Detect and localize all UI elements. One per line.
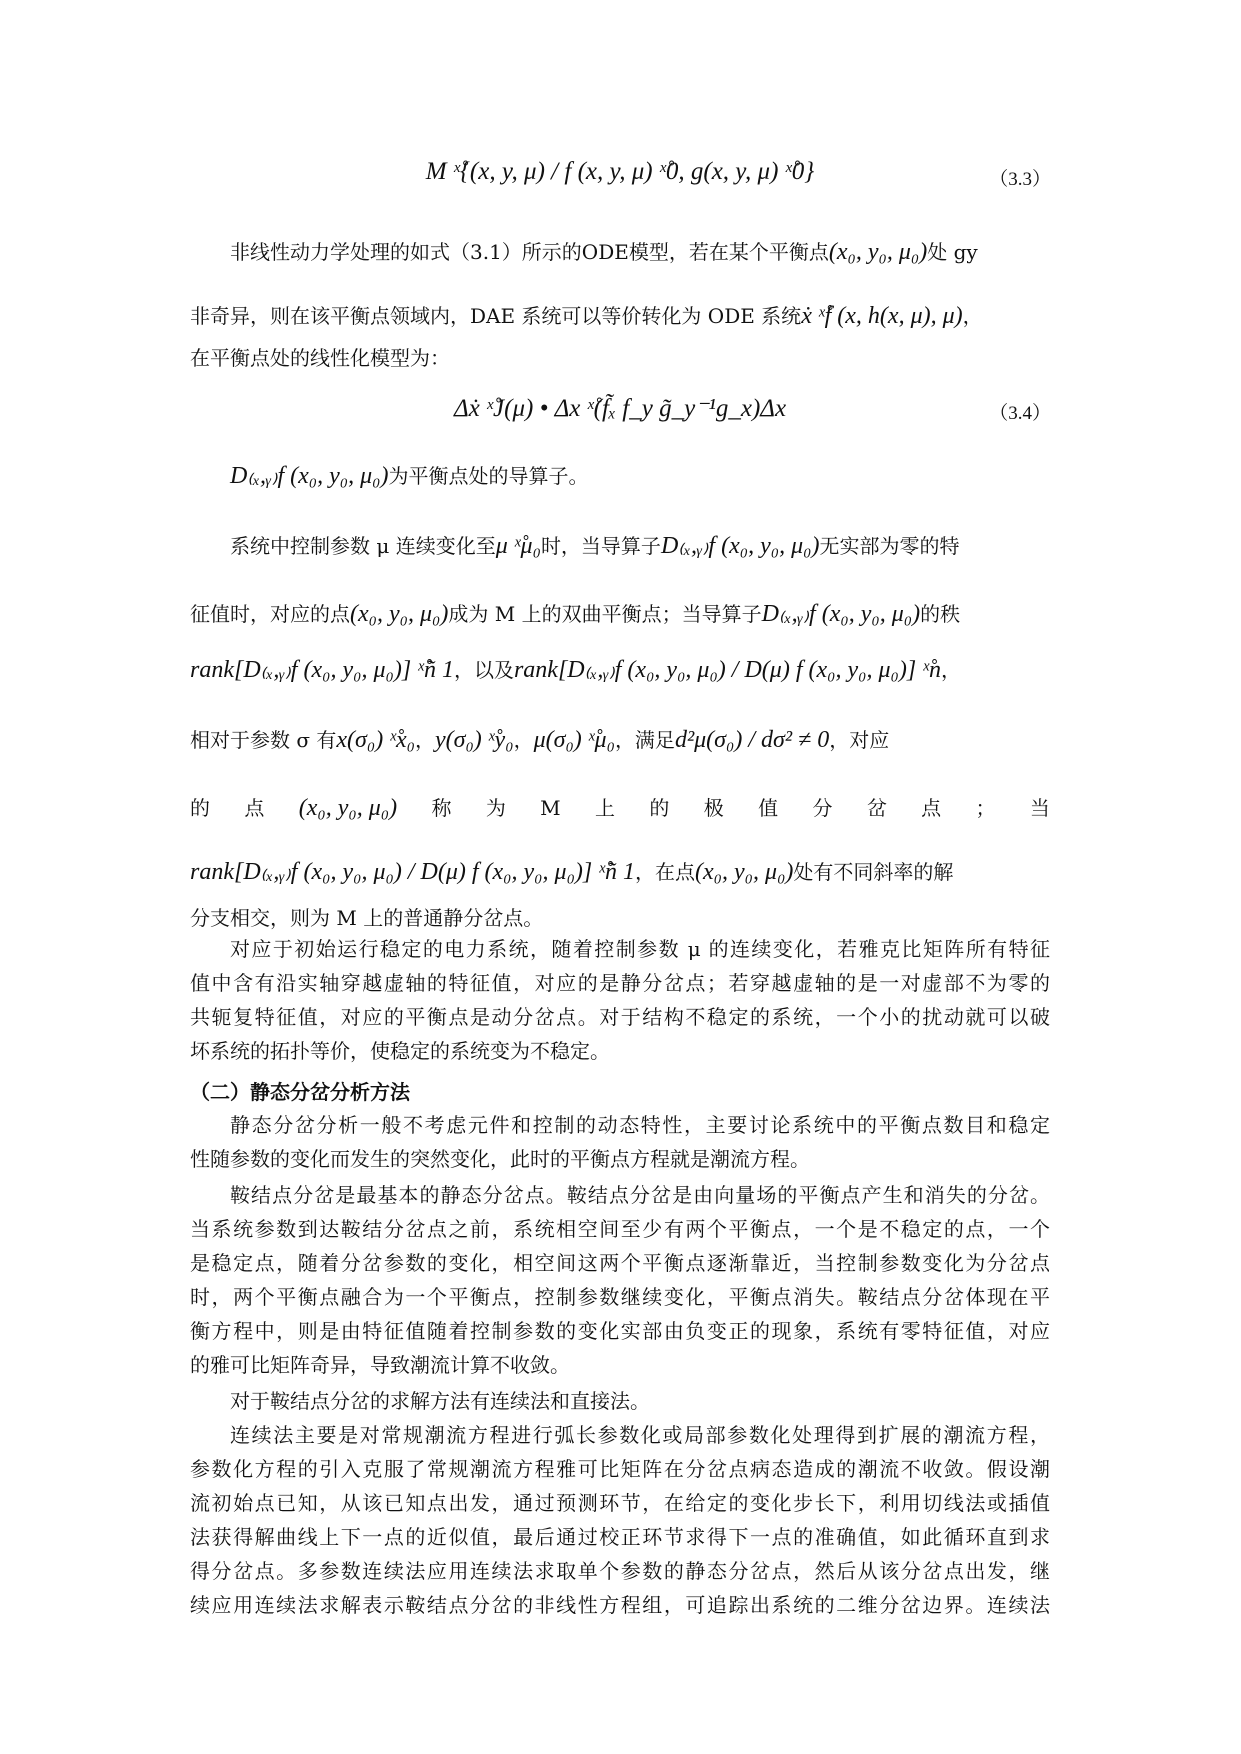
math-inline: y(σ₀) ˣ̊y₀ [434,727,514,753]
spread-word: 岔 [866,796,887,820]
paragraph-line: 时，两个平衡点融合为一个平衡点，控制参数继续变化，平衡点消失。鞍结点分岔体现在平 [190,1285,1050,1309]
text-run: ， [940,658,961,682]
paragraph-line: 是稳定点，随着分岔参数的变化，相空间这两个平衡点逐渐靠近，当控制参数变化为分岔点 [190,1251,1050,1275]
text-run: 征值时，对应的点 [190,602,350,626]
spread-word: 极 [703,796,724,820]
math-inline: (x₀, y₀, μ₀) [350,601,449,627]
math-inline: (x₀, y₀, μ₀) [695,859,794,885]
text-run: ， [962,304,983,328]
paragraph-line: 流初始点已知，从该已知点出发，通过预测环节，在给定的变化步长下，利用切线法或插值 [190,1491,1050,1515]
text-run: ，以及 [453,658,514,682]
text-run: 系统中控制参数 μ 连续变化至 [230,534,496,558]
spread-word: 当 [1029,796,1050,820]
text-run: 成为 M 上的双曲平衡点；当导算子 [448,602,762,626]
text-run: ，在点 [635,860,696,884]
equation-3-3: M ˣ̊{(x, y, μ) / f (x, y, μ) ˣ̊0, g(x, y, μ) ˣ̊0} [425,158,815,185]
spread-word: 值 [758,796,779,820]
spread-word: 称 [431,796,452,820]
text-run: 相对于参数 σ 有 [190,728,337,752]
paragraph-line: 衡方程中，则是由特征值随着控制参数的变化实部由负变正的现象，系统有零特征值，对应 [190,1319,1050,1343]
text-run: ，满足 [614,728,675,752]
spread-word: 分 [812,796,833,820]
text-run: 非奇异，则在该平衡点领域内，DAE 系统可以等价转化为 ODE 系统 [190,304,802,328]
paragraph-line [190,656,1050,685]
paragraph-line-spread [190,792,1050,822]
math-inline: (x₀, y₀, μ₀) [298,795,398,821]
paragraph-line: 鞍结点分岔是最基本的静态分岔点。鞍结点分岔是由向量场的平衡点产生和消失的分岔。 [230,1183,1050,1207]
text-run: 分支相交，则为 M 上的普通静分岔点。 [190,906,544,930]
paragraph-line [190,906,1050,930]
text-run: 非线性动力学处理的如式（3.1）所示的ODE模型，若在某个平衡点 [230,240,829,264]
spread-word: 点 [244,796,265,820]
text-run: ， [414,728,435,752]
spread-word: 上 [595,796,616,820]
equation-number-3-4: （3.4） [989,403,1051,424]
text-run: 时，当导算子 [540,534,661,558]
math-inline: rank[D₍ₓ,ᵧ₎f (x₀, y₀, μ₀)] ˣ̊ñ 1 [190,657,454,683]
paragraph-line [190,302,1050,331]
math-inline: μ ˣ̊μ₀ [495,533,541,559]
paragraph-line [230,532,1050,561]
math-inline: ẋ ˣ̊f (x, h(x, μ), μ) [801,303,963,329]
paragraph-line: 坏系统的拓扑等价，使稳定的系统变为不稳定。 [190,1039,610,1063]
spread-word: M [540,796,561,820]
paragraph-line: 连续法主要是对常规潮流方程进行弧长参数化或局部参数化处理得到扩展的潮流方程， [230,1423,1050,1447]
math-inline: d²μ(σ₀) / dσ² ≠ 0 [674,727,830,753]
paragraph-line: 的雅可比矩阵奇异，导致潮流计算不收敛。 [190,1353,570,1377]
paragraph-line [190,726,1050,755]
equation-number-3-3: （3.3） [989,169,1051,190]
spread-word: ； [975,796,996,820]
math-inline: μ(σ₀) ˣ̊μ₀ [533,727,615,753]
text-run: 为平衡点处的导算子。 [388,464,589,488]
text-run: ，对应 [829,728,890,752]
paragraph-line: 值中含有沿实轴穿越虚轴的特征值，对应的是静分岔点；若穿越虚轴的是一对虚部不为零的 [190,971,1050,995]
paragraph-line: 当系统参数到达鞍结分岔点之前，系统相空间至少有两个平衡点，一个是不稳定的点，一个 [190,1217,1050,1241]
equation-3-4: Δẋ ˣ̊J(μ) • Δx ˣ̊(f̃ₓ f_y g̃_y⁻¹g_x)Δx [453,395,787,422]
math-inline: rank[D₍ₓ,ᵧ₎f (x₀, y₀, μ₀) / D(μ) f (x₀, y₀, μ₀)] ˣ̊n [513,657,941,683]
spread-word: 的 [649,796,670,820]
math-inline: rank[D₍ₓ,ᵧ₎f (x₀, y₀, μ₀) / D(μ) f (x₀, y₀, μ₀)] ˣ̊ñ 1 [190,859,636,885]
text-run: 在平衡点处的线性化模型为： [190,346,450,370]
spread-word: 为 [485,796,506,820]
math-inline: D₍ₓ,ᵧ₎f (x₀, y₀, μ₀) [230,463,389,489]
spread-word: 的 [190,796,210,820]
paragraph-line [190,346,1050,370]
math-inline: (x₀, y₀, μ₀) [828,239,928,265]
paragraph-line [190,858,1050,887]
text-run: 处 gy [927,240,978,264]
math-inline: D₍ₓ,ᵧ₎f (x₀, y₀, μ₀) [660,533,820,559]
paragraph-line: 共轭复特征值，对应的平衡点是动分岔点。对于结构不稳定的系统，一个小的扰动就可以破 [190,1005,1050,1029]
paragraph-line [230,238,1050,267]
paragraph-line: 参数化方程的引入克服了常规潮流方程雅可比矩阵在分岔点病态造成的潮流不收敛。假设潮 [190,1457,1050,1481]
paragraph-line: 静态分岔分析一般不考虑元件和控制的动态特性，主要讨论系统中的平衡点数目和稳定 [230,1113,1050,1137]
text-run: ， [513,728,534,752]
section-heading: （二）静态分岔分析方法 [190,1080,410,1104]
math-inline: D₍ₓ,ᵧ₎f (x₀, y₀, μ₀) [761,601,921,627]
paragraph-line: 得分岔点。多参数连续法应用连续法求取单个参数的静态分岔点，然后从该分岔点出发，继 [190,1559,1050,1583]
paragraph-line: 法获得解曲线上下一点的近似值，最后通过校正环节求得下一点的准确值，如此循环直到求 [190,1525,1050,1549]
text-run: 的秩 [920,602,961,626]
text-run: 处有不同斜率的解 [793,860,954,884]
paragraph-line: 续应用连续法求解表示鞍结点分岔的非线性方程组，可追踪出系统的二维分岔边界。连续法 [190,1593,1050,1617]
paragraph-line [230,462,1050,491]
math-inline: x(σ₀) ˣ̊x₀ [336,727,415,753]
paragraph-line: 对应于初始运行稳定的电力系统，随着控制参数 μ 的连续变化，若雅克比矩阵所有特征 [230,937,1050,961]
paragraph-line [190,600,1050,629]
text-run: 无实部为零的特 [819,534,960,558]
spread-word: 点 [921,796,942,820]
paragraph-line: 对于鞍结点分岔的求解方法有连续法和直接法。 [230,1389,650,1413]
paragraph-line: 性随参数的变化而发生的突然变化，此时的平衡点方程就是潮流方程。 [190,1147,810,1171]
